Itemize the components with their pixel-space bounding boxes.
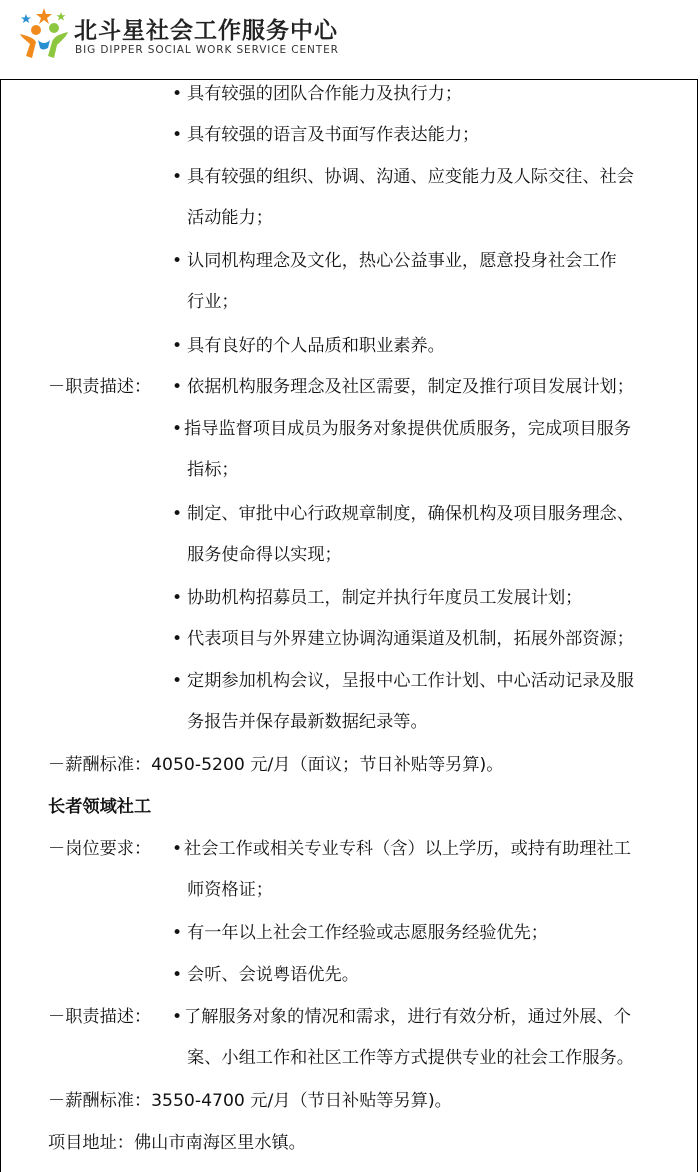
duty-line: 服务使命得以实现； [187, 545, 342, 565]
duty-line: 制定、审批中心行政规章制度，确保机构及项目服务理念、 [187, 504, 634, 524]
duties-label: －职责描述： [48, 1007, 152, 1027]
bullet: • [172, 588, 183, 608]
duty-line: 依据机构服务理念及社区需要，制定及推行项目发展计划； [187, 377, 634, 397]
requirement-line: 行业； [187, 292, 239, 312]
duty-line: 协助机构招募员工，制定并执行年度员工发展计划； [187, 588, 583, 608]
duty-line: 指标； [187, 460, 239, 480]
org-name-cn: 北斗星社会工作服务中心 [74, 18, 338, 44]
duty-line: 指导监督项目成员为服务对象提供优质服务，完成项目服务 [184, 419, 631, 439]
bullet: • [172, 965, 183, 985]
requirement-line: 有一年以上社会工作经验或志愿服务经验优先； [187, 923, 548, 943]
header [0, 0, 700, 80]
requirement-line: 认同机构理念及文化，热心公益事业，愿意投身社会工作 [187, 251, 617, 271]
salary-line: －薪酬标准：4050-5200 元/月（面议；节日补贴等另算)。 [48, 755, 504, 775]
requirements-label: －岗位要求： [48, 839, 152, 859]
requirement-line: 活动能力； [187, 208, 273, 228]
requirement-line: 具有较强的组织、协调、沟通、应变能力及人际交往、社会 [187, 167, 634, 187]
bullet: • [172, 1007, 183, 1027]
requirement-line: 社会工作或相关专业专科（含）以上学历，或持有助理社工 [184, 839, 631, 859]
duty-line: 定期参加机构会议，呈报中心工作计划、中心活动记录及服 [187, 671, 634, 691]
duty-line: 案、小组工作和社区工作等方式提供专业的社会工作服务。 [187, 1048, 634, 1068]
duties-label: －职责描述： [48, 377, 152, 397]
bullet: • [172, 671, 183, 691]
requirement-line: 会听、会说粤语优先。 [187, 965, 359, 985]
section-title: 长者领域社工 [48, 797, 152, 817]
bullet: • [172, 419, 183, 439]
bullet: • [172, 84, 183, 104]
requirement-line: 师资格证； [187, 880, 273, 900]
salary-line: －薪酬标准：3550-4700 元/月（节日补贴等另算)。 [48, 1091, 452, 1111]
bullet: • [172, 629, 183, 649]
bullet: • [172, 923, 183, 943]
bullet: • [172, 125, 183, 145]
duty-line: 了解服务对象的情况和需求，进行有效分析，通过外展、个 [184, 1007, 631, 1027]
duty-line: 代表项目与外界建立协调沟通渠道及机制，拓展外部资源； [187, 629, 634, 649]
bullet: • [172, 336, 183, 356]
bullet: • [172, 251, 183, 271]
bullet: • [172, 377, 183, 397]
requirement-line: 具有良好的个人品质和职业素养。 [187, 336, 445, 356]
project-address: 项目地址：佛山市南海区里水镇。 [48, 1133, 306, 1153]
bullet: • [172, 839, 183, 859]
duty-line: 务报告并保存最新数据纪录等。 [187, 712, 428, 732]
bullet: • [172, 504, 183, 524]
requirement-line: 具有较强的语言及书面写作表达能力； [187, 125, 480, 145]
people-star-logo-icon [14, 6, 72, 62]
requirement-line: 具有较强的团队合作能力及执行力； [187, 84, 463, 104]
org-name-en: BIG DIPPER SOCIAL WORK SERVICE CENTER [75, 44, 339, 56]
bullet: • [172, 167, 183, 187]
